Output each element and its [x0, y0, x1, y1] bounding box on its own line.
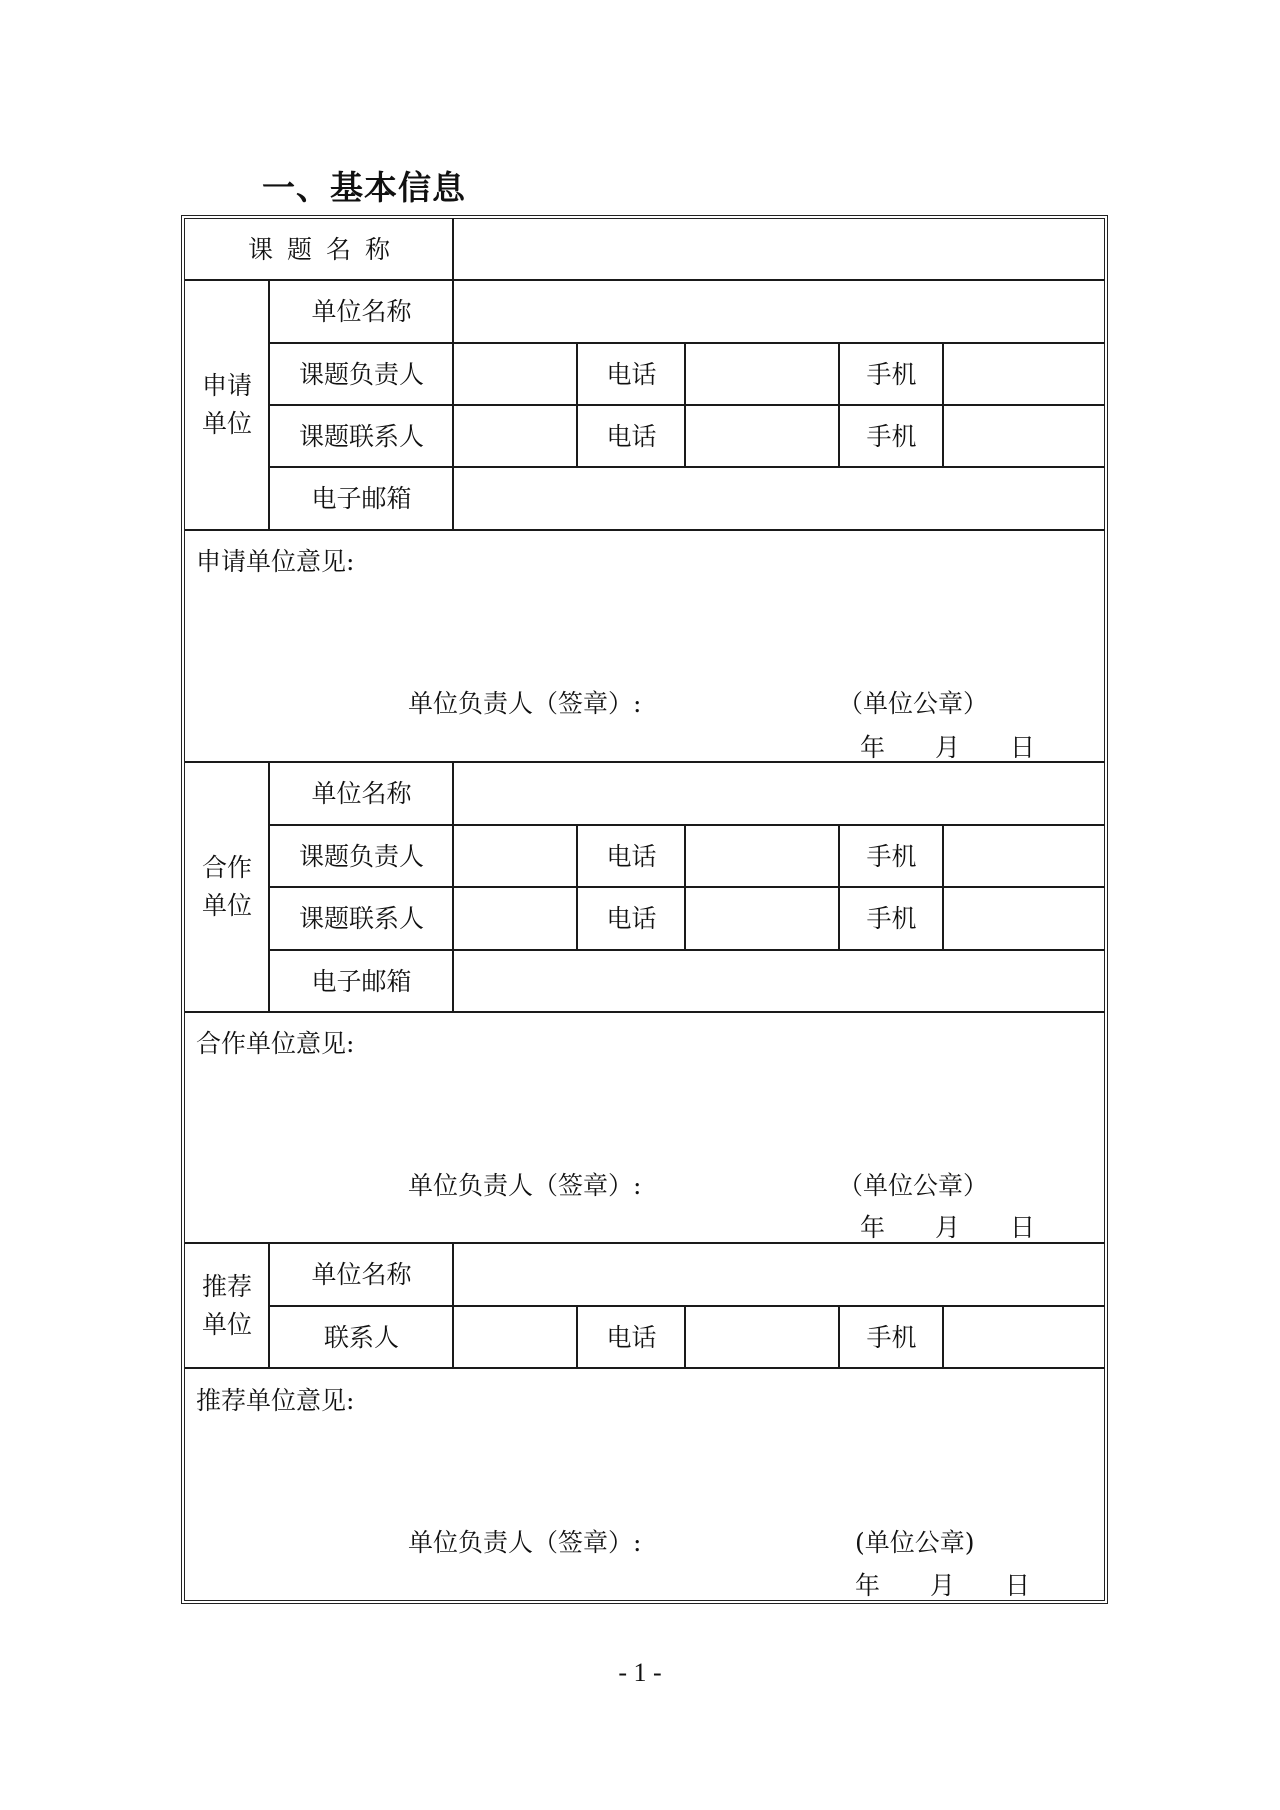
- applicant-signature-label: 单位负责人（签章）:: [408, 689, 642, 718]
- applicant-contact-mobile-field[interactable]: [944, 405, 1105, 467]
- recommender-signature-label: 单位负责人（签章）:: [408, 1528, 642, 1557]
- partner-unit-group-label: [185, 762, 269, 1012]
- applicant-unit-group-label: [185, 280, 269, 530]
- applicant-leader-phone-field[interactable]: [686, 343, 839, 405]
- partner-opinion-label: 合作单位意见:: [196, 1029, 355, 1058]
- applicant-group-label-line1: 申请: [201, 371, 252, 400]
- partner-contact-label: 课题联系人: [298, 904, 424, 933]
- applicant-email-label: 电子邮箱: [311, 484, 412, 513]
- applicant-contact-mobile-label: 手机: [866, 421, 917, 451]
- partner-contact-phone-field[interactable]: [686, 887, 839, 950]
- partner-contact-field[interactable]: [454, 887, 577, 950]
- applicant-leader-field[interactable]: [454, 343, 577, 405]
- partner-contact-mobile-field[interactable]: [944, 887, 1105, 950]
- partner-signature-label: 单位负责人（签章）:: [408, 1171, 642, 1200]
- applicant-contact-label: 课题联系人: [298, 421, 424, 451]
- applicant-group-label-line2: 单位: [201, 409, 252, 438]
- recommender-phone-field[interactable]: [686, 1306, 839, 1368]
- recommender-phone-label: 电话: [606, 1322, 657, 1352]
- partner-unit-name-label: 单位名称: [311, 779, 412, 808]
- partner-leader-label: 课题负责人: [298, 841, 424, 871]
- partner-unit-name-field[interactable]: [454, 762, 1105, 825]
- recommender-group-label-line2: 单位: [201, 1309, 252, 1339]
- recommender-unit-group-label: [185, 1243, 269, 1368]
- partner-email-field[interactable]: [454, 950, 1105, 1012]
- partner-leader-field[interactable]: [454, 825, 577, 887]
- partner-leader-mobile-label: 手机: [866, 841, 917, 871]
- partner-date-label: 年 月 日: [860, 1213, 1036, 1242]
- partner-contact-phone-label: 电话: [606, 904, 657, 933]
- applicant-opinion-label: 申请单位意见:: [196, 547, 355, 576]
- partner-leader-phone-field[interactable]: [686, 825, 839, 887]
- applicant-date-label: 年 月 日: [860, 733, 1036, 762]
- applicant-contact-field[interactable]: [454, 405, 577, 467]
- recommender-contact-field[interactable]: [454, 1306, 577, 1368]
- partner-contact-mobile-label: 手机: [866, 904, 917, 933]
- partner-group-label-line2: 单位: [201, 891, 252, 920]
- applicant-leader-phone-label: 电话: [606, 359, 657, 389]
- recommender-mobile-label: 手机: [866, 1322, 917, 1352]
- recommender-group-label-line1: 推荐: [201, 1271, 252, 1301]
- section-title: 一、基本信息: [262, 168, 466, 207]
- partner-leader-phone-label: 电话: [606, 841, 657, 871]
- recommender-unit-name-label: 单位名称: [311, 1260, 412, 1289]
- recommender-unit-name-field[interactable]: [454, 1243, 1105, 1306]
- applicant-leader-mobile-label: 手机: [866, 359, 917, 389]
- applicant-contact-phone-field[interactable]: [686, 405, 839, 467]
- recommender-date-label: 年 月 日: [855, 1571, 1031, 1600]
- recommender-mobile-field[interactable]: [944, 1306, 1105, 1368]
- applicant-email-field[interactable]: [454, 467, 1105, 530]
- applicant-contact-phone-label: 电话: [606, 421, 657, 451]
- recommender-opinion-label: 推荐单位意见:: [196, 1386, 355, 1415]
- partner-group-label-line1: 合作: [201, 853, 252, 882]
- page-number: - 1 -: [618, 1658, 662, 1687]
- project-name-label: 课题名称: [247, 234, 404, 264]
- applicant-leader-mobile-field[interactable]: [944, 343, 1105, 405]
- applicant-leader-label: 课题负责人: [298, 359, 424, 389]
- applicant-unit-name-field[interactable]: [454, 280, 1105, 343]
- recommender-contact-label: 联系人: [323, 1322, 399, 1352]
- partner-seal-label: （单位公章）: [838, 1171, 989, 1200]
- applicant-seal-label: （单位公章）: [838, 689, 989, 718]
- partner-leader-mobile-field[interactable]: [944, 825, 1105, 887]
- project-name-field[interactable]: [454, 218, 1105, 280]
- partner-email-label: 电子邮箱: [311, 966, 412, 996]
- recommender-seal-label: (单位公章): [855, 1528, 975, 1557]
- applicant-unit-name-label: 单位名称: [311, 297, 412, 326]
